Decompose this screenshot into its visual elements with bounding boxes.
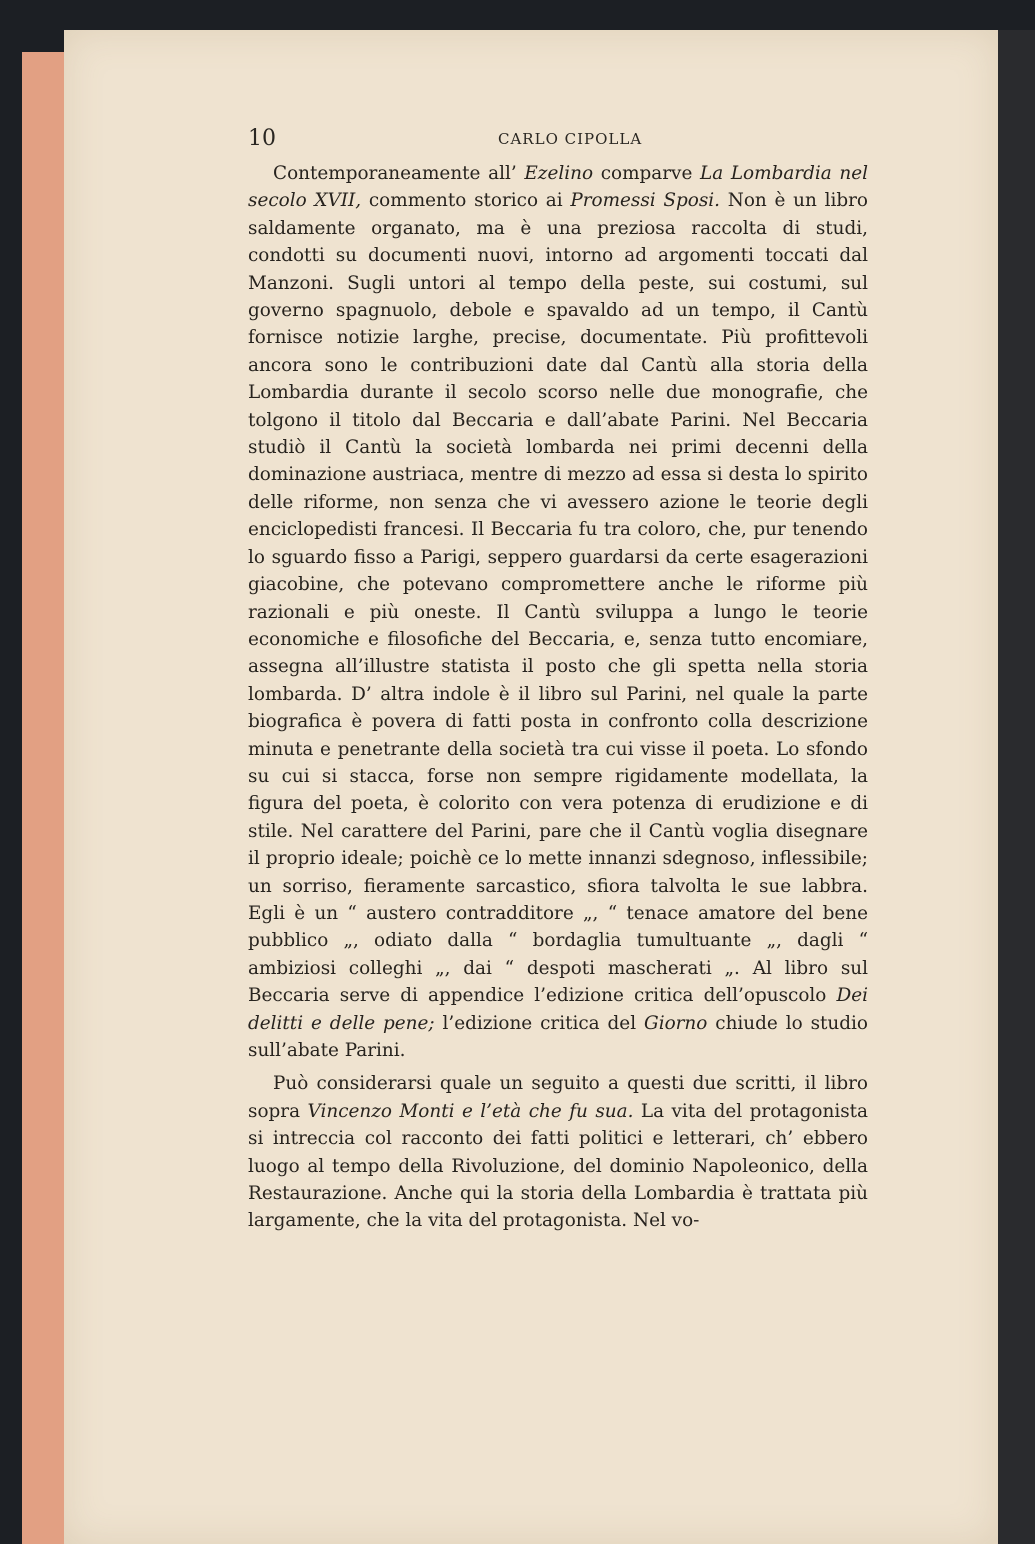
italic-title-lombardia: La Lombardia nel secolo XVII,	[248, 163, 868, 212]
page-header	[248, 120, 868, 160]
page-number: 10	[248, 126, 276, 151]
text-segment: Può considerarsi quale un seguito a questi due scritti, il libro sopra	[248, 1073, 868, 1122]
text-segment: chiude lo studio sull’abate Parini.	[248, 1012, 869, 1061]
text-segment: Contemporaneamente all’	[273, 163, 525, 184]
text-segment: La vita del protagonista si intreccia col racconto dei fatti politici e letterari, ch’ ebbero luogo al tempo della Rivoluzione, del dominio Napoleonico, della Restaurazione. Anche qui la storia della Lombardia è trattata più largamente, che la vita del protagonista. Nel vo-	[248, 1100, 868, 1232]
text-segment: comparve	[593, 163, 700, 184]
paragraph-2	[248, 1070, 868, 1234]
italic-title-promessi-sposi: Promessi Sposi.	[570, 190, 721, 212]
text-segment: commento storico ai	[361, 190, 571, 212]
body-text	[248, 160, 868, 1235]
italic-title-dei-delitti: Dei delitti e delle pene;	[248, 985, 868, 1034]
italic-title-giorno: Giorno	[644, 1012, 708, 1034]
italic-title-ezelino: Ezelino	[524, 163, 594, 184]
text-segment: Non è un libro saldamente organato, ma è una preziosa raccolta di studi, condotti su documenti nuovi, intorno ad argomenti toccati dal Manzoni. Sugli untori al tempo della peste, sui costumi, sul governo spagnuolo, debole e spavaldo ad un tempo, il Cantù fornisce notizie larghe, precise, documentate. Più profittevoli ancora sono le contribuzioni date dal Cantù alla storia della Lombardia durante il secolo scorso nelle due monografie, che tolgono il titolo dal Beccaria e dall’abate Parini. Nel Beccaria studiò il Cantù la società lombarda nei primi decenni della dominazione austriaca, mentre di mezzo ad essa si desta lo spirito delle riforme, non senza che vi avessero azione le teorie degli enciclopedisti francesi. Il Beccaria fu tra coloro, che, pur tenendo lo sguardo fisso a Parigi, seppero guardarsi da certe esagerazioni giacobine, che potevano compromettere anche le riforme più razionali e più oneste. Il Cantù sviluppa a lungo le teorie economiche e filosofiche del Beccaria, e, senza tutto encomiare, assegna all’illustre statista il posto che gli spetta nella storia lombarda. D’ altra indole è il libro sul Parini, nel quale la parte biografica è povera di fatti posta in confronto colla descrizione minuta e penetrante della società tra cui visse il poeta. Lo sfondo su cui si stacca, forse non sempre rigidamente modellata, la figura del poeta, è colorito con vera potenza di erudizione e di stile. Nel carattere del Parini, pare che il Cantù voglia disegnare il proprio ideale; poichè ce lo mette innanzi sdegnoso, inflessibile; un sorriso, fieramente sarcastico, sfiora talvolta le sue labbra. Egli è un “ austero contradditore „, “ tenace amatore del bene pubblico „, odiato dalla “ bordaglia tumultuante „, dagli “ ambiziosi colleghi „, dai “ despoti mascherati „. Al libro sul Beccaria serve di appendice l’edizione critica dell’opuscolo	[248, 190, 868, 1007]
italic-title-monti: Vincenzo Monti e l’età che fu sua.	[307, 1100, 634, 1122]
running-head: CARLO CIPOLLA	[498, 130, 643, 148]
paragraph-1	[248, 160, 868, 1064]
text-segment: l’edizione critica del	[434, 1012, 644, 1034]
binding-edge	[995, 30, 1035, 1544]
